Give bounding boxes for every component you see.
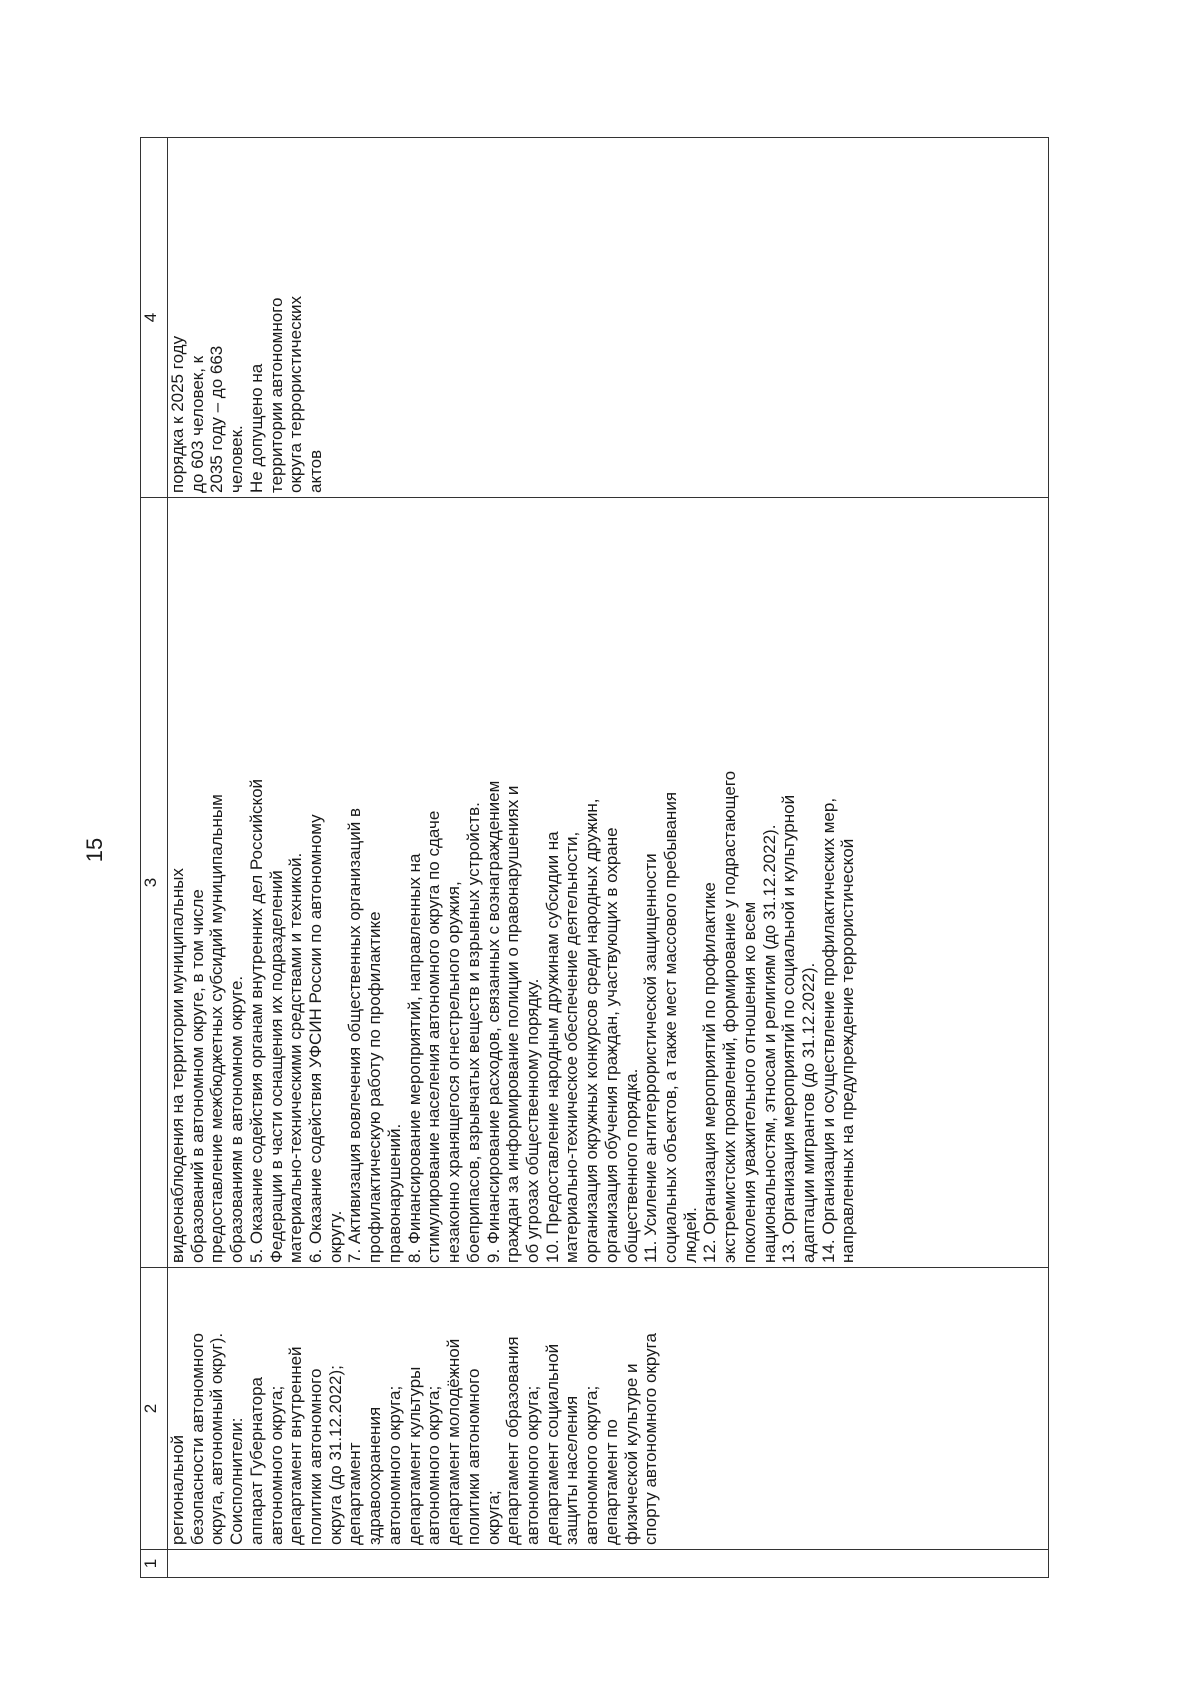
page-number: 15 bbox=[82, 837, 107, 863]
cell-measures-text: видеонаблюдения на территории муниципальных образований в автономном округе, в том числе предоставление межбюджетных субсидий муниципальным образованиям в автономном округе. 5. Оказание содействия органам внутренних дел Российской Федерации в части оснащения их подразделений материально-техническими средствами и техникой. 6. Оказание содействия УФСИН России по автономному округу. 7. Активизация вовлечения общественных организаций в профилактическую работу по профилактике правонарушений. 8. Финансирование мероприятий, направленных на стимулирование населения автономного округа по сдаче незаконно хранящегося огнестрельного оружия, боеприпасов, взрывчатых веществ и взрывных устройств. 9. Финансирование расходов, связанных с вознаграждением граждан за информирование полиции о правонарушениях и об угрозах общественному порядку. 10. Предоставление народным дружинам субсидии на материально-техническое обеспечение деятельности, организация окружных конкурсов среди народных дружин, организация обучения граждан, участвующих в охране общественного порядка. 11. Усиление антитеррористической защищенности социальных объектов, а также мест массового пребывания людей. 12. Организация мероприятий по профилактике экстремистских проявлений, формирование у подрастающего поколения уважительного отношения ко всем национальностям, этносам и религиям (до 31.12.2022). 13. Организация мероприятий по социальной и культурной адаптации мигрантов (до 31.12.2022). 14. Организация и осуществление профилактических мер, направленных на предупреждение террористической bbox=[168, 770, 858, 1263]
cell-number bbox=[168, 1550, 1049, 1578]
cell-measures bbox=[168, 498, 1049, 1268]
column-header-4: 4 bbox=[141, 138, 168, 498]
column-header-1: 1 bbox=[141, 1550, 168, 1578]
cell-executors bbox=[168, 1268, 1049, 1550]
rotated-page-content bbox=[140, 138, 1060, 1578]
table-row bbox=[168, 138, 1049, 1578]
column-header-2: 2 bbox=[141, 1268, 168, 1550]
table-header-row bbox=[141, 138, 168, 1578]
column-header-3: 3 bbox=[141, 498, 168, 1268]
program-table bbox=[140, 137, 1049, 1578]
cell-results-text: порядка к 2025 году до 603 человек, к 2035 году – до 663 человек. Не допущено на территории автономного округа террористических актов bbox=[168, 295, 326, 493]
cell-executors-text: региональной безопасности автономного округа, автономный округ). Соисполнители: аппарат Губернатора автономного округа; департамент внутренней политики автономного округа (до 31.12.2022); департамент здравоохранения автономного округа; департамент культуры автономного округа; департамент молодёжной политики автономного округа; департамент образования автономного округа; департамент социальной защиты населения автономного округа; департамент по физической культуре и спорту автономного округа bbox=[168, 1332, 661, 1545]
cell-results bbox=[168, 138, 1049, 498]
